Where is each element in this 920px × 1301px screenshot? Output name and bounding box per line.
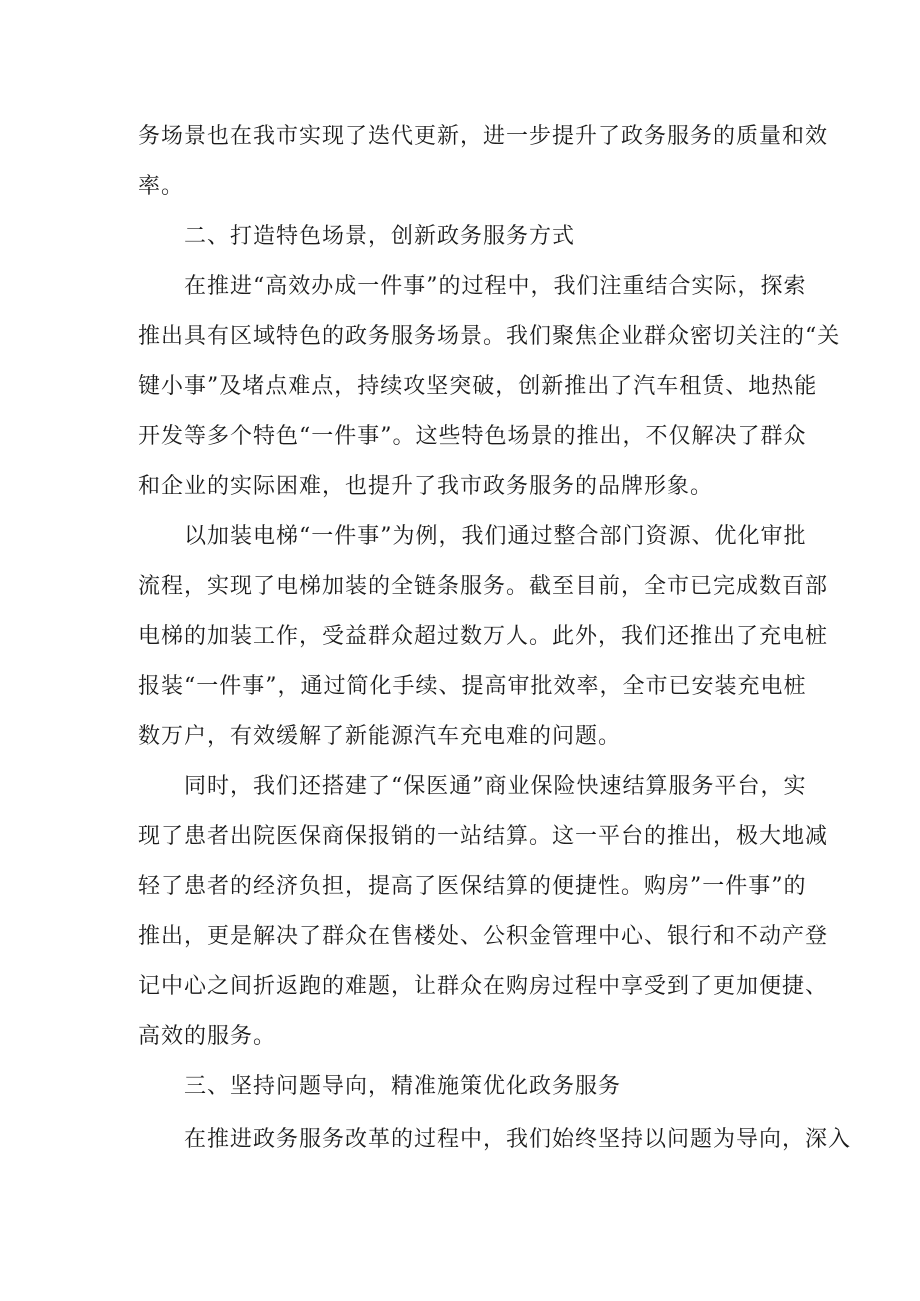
text-line: 数万户，有效缓解了新能源汽车充电难的问题。 xyxy=(138,724,622,749)
text-line: 同时，我们还搭建了“保医通”商业保险快速结算服务平台，实 xyxy=(184,774,807,799)
text-line: 高效的服务。 xyxy=(138,1024,277,1049)
text-line: 率。 xyxy=(138,174,185,199)
text-line: 在推进政务服务改革的过程中，我们始终坚持以问题为导向，深入 xyxy=(184,1127,852,1152)
text-line: 现了患者出院医保商保报销的一站结算。这一平台的推出，极大地减 xyxy=(138,824,829,849)
text-line: 和企业的实际困难，也提升了我市政务服务的品牌形象。 xyxy=(138,474,714,499)
section-heading: 二、打造特色场景，创新政务服务方式 xyxy=(184,224,576,249)
text-line: 电梯的加装工作，受益群众超过数万人。此外，我们还推出了充电桩 xyxy=(138,624,829,649)
section-heading: 三、坚持问题导向，精准施策优化政务服务 xyxy=(184,1074,622,1099)
text-line: 记中心之间折返跑的难题，让群众在购房过程中享受到了更加便捷、 xyxy=(138,974,829,999)
text-line: 键小事”及堵点难点，持续攻坚突破，创新推出了汽车租赁、地热能 xyxy=(138,374,818,399)
text-line: 务场景也在我市实现了迭代更新，进一步提升了政务服务的质量和效 xyxy=(138,124,829,149)
text-line: 报装“一件事”，通过简化手续、提高审批效率，全市已安装充电桩 xyxy=(138,674,807,699)
text-line: 推出，更是解决了群众在售楼处、公积金管理中心、银行和不动产登 xyxy=(138,924,829,949)
text-line: 流程，实现了电梯加装的全链条服务。截至目前，全市已完成数百部 xyxy=(138,574,829,599)
text-line: 开发等多个特色“一件事”。这些特色场景的推出，不仅解决了群众 xyxy=(138,424,807,449)
text-line: 以加装电梯“一件事”为例，我们通过整合部门资源、优化审批 xyxy=(184,524,807,549)
text-line: 推出具有区域特色的政务服务场景。我们聚焦企业群众密切关注的“关 xyxy=(138,324,841,349)
text-line: 在推进“高效办成一件事”的过程中，我们注重结合实际，探索 xyxy=(184,274,807,299)
text-line: 轻了患者的经济负担，提高了医保结算的便捷性。购房”一件事”的 xyxy=(138,874,807,899)
